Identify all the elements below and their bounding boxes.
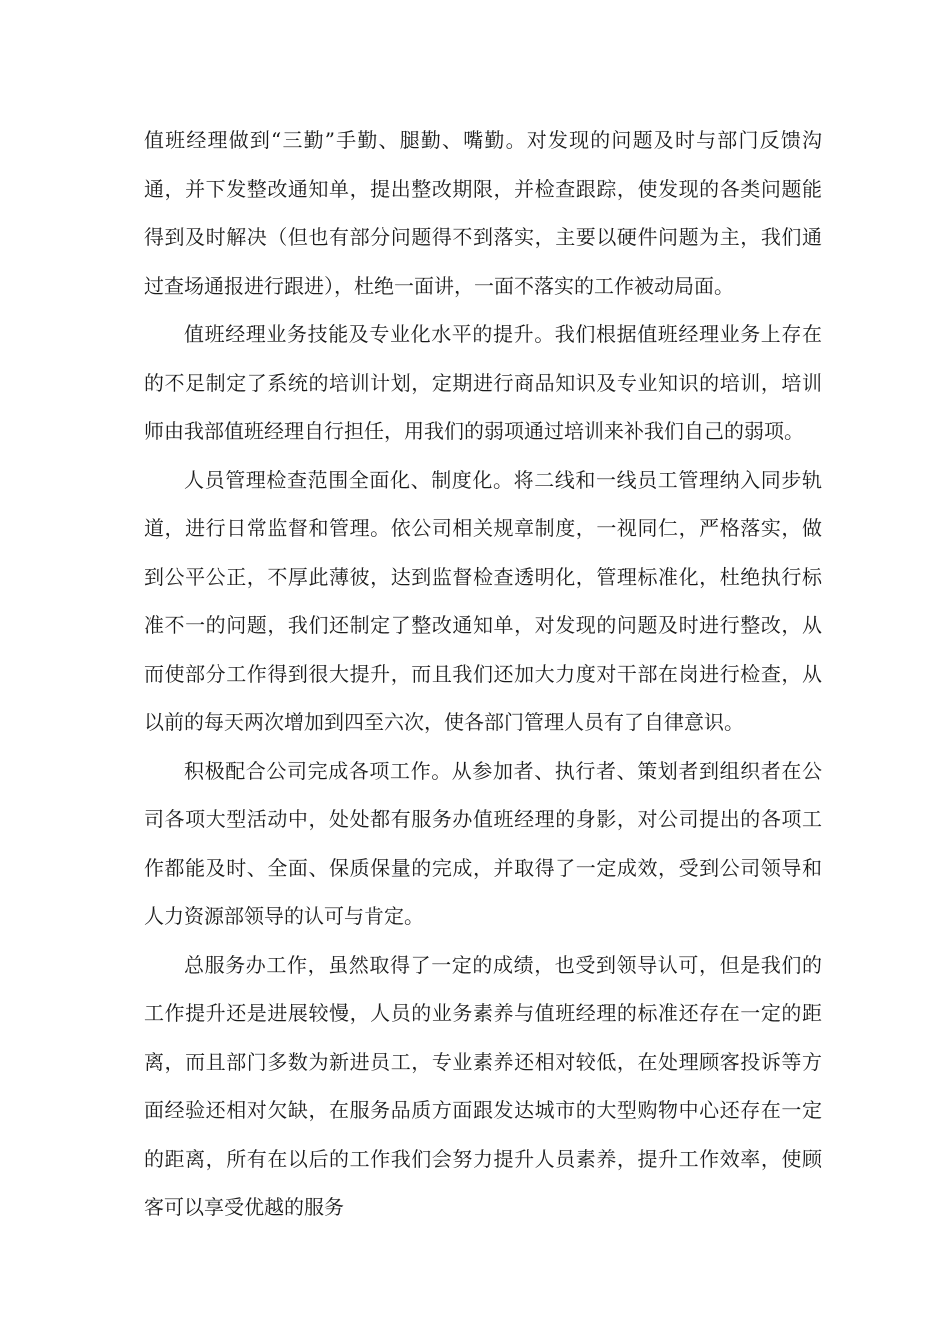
paragraph-1: 值班经理做到“三勤”手勤、腿勤、嘴勤。对发现的问题及时与部门反馈沟通，并下发整改通知单，提出整改期限，并检查跟踪，使发现的各类问题能得到及时解决（但也有部分问题得不到落实，主要以硬件问题为主，我们通过查场通报进行跟进），杜绝一面讲，一面不落实的工作被动局面。 [144,128,822,298]
paragraph-3: 人员管理检查范围全面化、制度化。将二线和一线员工管理纳入同步轨道，进行日常监督和管理。依公司相关规章制度，一视同仁，严格落实，做到公平公正，不厚此薄彼，达到监督检查透明化，管理标准化，杜绝执行标准不一的问题，我们还制定了整改通知单，对发现的问题及时进行整改，从而使部分工作得到很大提升，而且我们还加大力度对干部在岗进行检查，从以前的每天两次增加到四至六次，使各部门管理人员有了自律意识。 [144,467,822,734]
paragraph-2: 值班经理业务技能及专业化水平的提升。我们根据值班经理业务上存在的不足制定了系统的培训计划，定期进行商品知识及专业知识的培训，培训师由我部值班经理自行担任，用我们的弱项通过培训来补我们自己的弱项。 [144,322,822,443]
paragraph-5: 总服务办工作，虽然取得了一定的成绩，也受到领导认可，但是我们的工作提升还是进展较慢，人员的业务素养与值班经理的标准还存在一定的距离，而且部门多数为新进员工，专业素养还相对较低，在处理顾客投诉等方面经验还相对欠缺，在服务品质方面跟发达城市的大型购物中心还存在一定的距离，所有在以后的工作我们会努力提升人员素养，提升工作效率，使顾客可以享受优越的服务 [144,952,822,1219]
paragraph-4: 积极配合公司完成各项工作。从参加者、执行者、策划者到组织者在公司各项大型活动中，处处都有服务办值班经理的身影，对公司提出的各项工作都能及时、全面、保质保量的完成，并取得了一定成效，受到公司领导和人力资源部领导的认可与肯定。 [144,758,822,928]
document-body [144,116,822,1232]
